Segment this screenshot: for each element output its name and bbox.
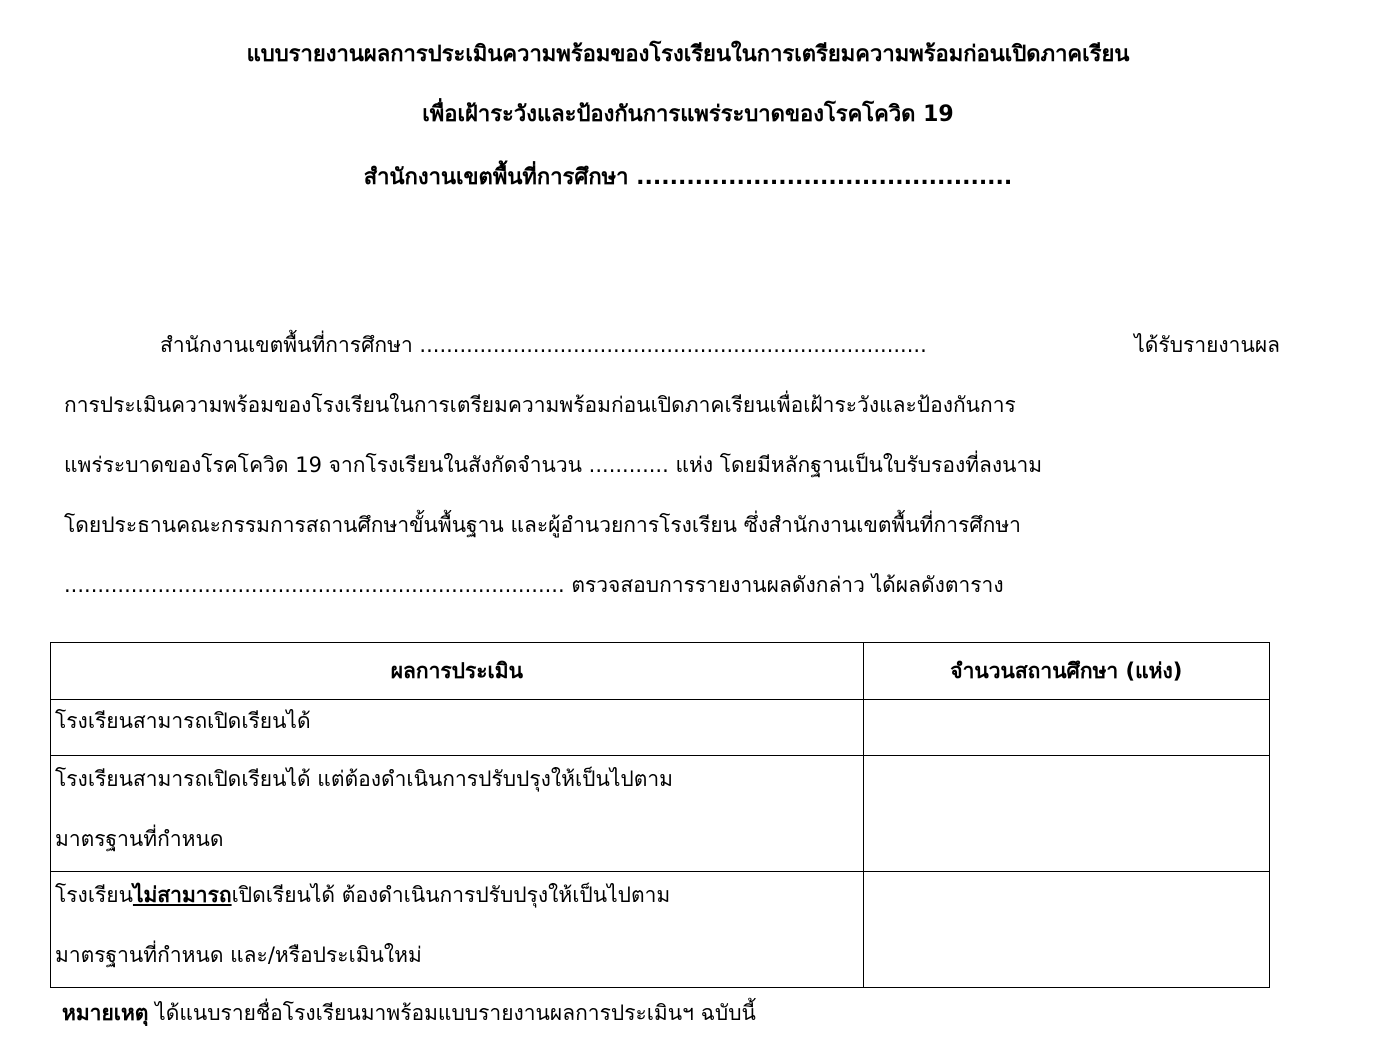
count-cell[interactable] [863,872,1269,988]
result-text-line-2: มาตรฐานที่กำหนด [55,827,224,851]
title-line-2: เพื่อเฝ้าระวังและป้องกันการแพร่ระบาดของโรคโควิด 19 [422,102,954,127]
result-cell [51,700,864,756]
title-line-1: แบบรายงานผลการประเมินความพร้อมของโรงเรียนในการเตรียมความพร้อมก่อนเปิดภาคเรียน [246,42,1130,67]
result-text-line-1: โรงเรียนสามารถเปิดเรียนได้ แต่ต้องดำเนินการปรับปรุงให้เป็นไปตาม [55,767,674,791]
result-cell [51,872,864,988]
result-emphasis: ไม่สามารถ [132,883,232,907]
paragraph-line-3: แพร่ระบาดของโรคโควิด 19 จากโรงเรียนในสังกัดจำนวน ............ แห่ง โดยมีหลักฐานเป็นใบรับรองที่ลงนาม [64,453,1043,477]
result-prefix: โรงเรียน [55,883,133,907]
assessment-result-table [50,642,1270,988]
paragraph-line-1-left: สำนักงานเขตพื้นที่การศึกษา ............................................................................ [160,333,927,357]
table-row [51,756,1270,872]
paragraph-line-1 [160,330,1280,360]
footnote [62,998,756,1028]
footnote-text: ได้แนบรายชื่อโรงเรียนมาพร้อมแบบรายงานผลการประเมินฯ ฉบับนี้ [148,1001,756,1025]
count-cell[interactable] [863,700,1269,756]
paragraph-line-2: การประเมินความพร้อมของโรงเรียนในการเตรียมความพร้อมก่อนเปิดภาคเรียนเพื่อเฝ้าระวังและป้องกันการ [64,393,1016,417]
result-text-line-2: มาตรฐานที่กำหนด และ/หรือประเมินใหม่ [55,943,422,967]
footnote-label: หมายเหตุ [62,1001,149,1025]
table-row [51,700,1270,756]
result-cell [51,756,864,872]
title-line-3: สำนักงานเขตพื้นที่การศึกษา ............................................. [363,165,1013,190]
header-school-count: จำนวนสถานศึกษา (แห่ง) [863,643,1269,700]
paragraph-line-4: โดยประธานคณะกรรมการสถานศึกษาขั้นพื้นฐาน และผู้อำนวยการโรงเรียน ซึ่งสำนักงานเขตพื้นที่การศึกษา [64,513,1021,537]
table-header-row [51,643,1270,700]
result-text-line-1 [55,880,859,910]
header-assessment-result: ผลการประเมิน [51,643,864,700]
paragraph-line-5: ........................................................................... ตรวจสอบการรายงานผลดังกล่าว ได้ผลดังตาราง [64,573,1004,597]
result-text: โรงเรียนสามารถเปิดเรียนได้ [55,709,311,733]
result-suffix: เปิดเรียนได้ ต้องดำเนินการปรับปรุงให้เป็นไปตาม [231,883,671,907]
paragraph-line-1-right: ได้รับรายงานผล [1134,333,1280,357]
table-row [51,872,1270,988]
count-cell[interactable] [863,756,1269,872]
